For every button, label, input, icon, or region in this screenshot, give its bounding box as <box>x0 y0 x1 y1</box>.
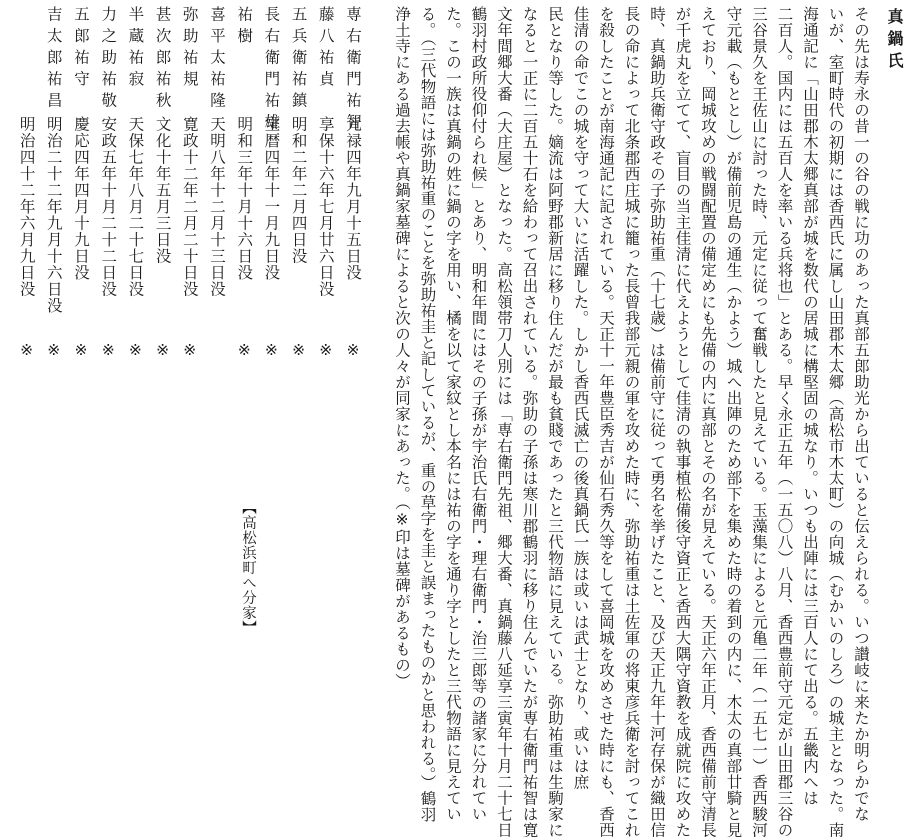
paragraph-line: 二百人。国内には五百人を率いる兵将也」とある。早く永正五年（一五〇八）八月、香西豊前守元定が山田郡三谷の <box>775 6 794 838</box>
grave-marker: ※ <box>99 341 118 359</box>
lineage-entry <box>122 6 148 359</box>
paragraph-line: なると一正に二百五十石を給わって召出されている。弥助の子孫は寒川郡鶴羽に移り住んでいたが専右衛門祐智は寛 <box>520 6 539 838</box>
lineage-name: 藤八祐貞 <box>316 6 335 92</box>
lineage-entry <box>286 6 312 359</box>
paragraph-line: 守元載（もととし）が備前児島の通生（かよう）城へ出陣のため部下を集めた時の着到の内に、木太の真部廿騎と見 <box>724 6 743 838</box>
paragraph-line: 海通記に「山田郡木太郷真部が城を数代の居城に構堅固の城なり。いつも出陣には三百人にて出る。五畿内へは <box>801 6 819 806</box>
paragraph-line: その先は寿永の昔一の谷の戦に功のあった真部五郎助光から出ていると伝えられる。いつ讃岐に来たか明らかでな <box>852 6 870 822</box>
lineage-death-date: 慶応四年四月十九日没 <box>72 116 90 281</box>
paragraph-line: た。この一族は真鍋の姓に鍋の字を用い、橘を以て家紋とし本名には祐の字を通り字としたと三代物語に見えてい <box>444 6 462 822</box>
lineage-entry <box>14 6 40 359</box>
lineage-name: 喜平太祐隆 <box>208 6 226 114</box>
lineage-name: 五郎祐守 <box>72 6 90 92</box>
lineage-entry <box>41 6 67 359</box>
lineage-entry <box>313 6 339 359</box>
branch-note: 【高松浜町へ分家】 <box>240 500 256 635</box>
paragraph-line: 浄土寺にある過去帳や真鍋家墓碑によると次の人々が同家にあった。（※印は墓碑があるもの） <box>393 6 411 689</box>
lineage-entry <box>258 6 284 359</box>
paragraph-line: 民となり等した。嫡流は阿野郡新居に移り住んだが最も貧賤であったと三代物語に見えている。弥助祐重は生駒家に <box>546 6 564 838</box>
page-title: 真鍋氏 <box>885 8 904 74</box>
paragraph-line: 文年間郷大番（大庄屋）となった。高松領帯刀人別には「専右衛門先祖、郷大番、真鍋藤八延享三寅年十月二十七日 <box>495 6 513 838</box>
paragraph-line: 時、真鍋助兵衛守政その子弥助祐重（十七歳）は備前守に従って勇名を挙げたこと、及び天正九年十河存保が織田信 <box>648 6 666 838</box>
paragraph-line: る。（三代物語には弥助祐重のことを弥助祐圭と記しているが、重の草字を圭と誤まったものかと思われる。）鶴羽 <box>418 6 437 823</box>
lineage-death-date: 寛政十二年二月二十日没 <box>180 116 199 298</box>
paragraph-line: 長の命によって北条郡西庄城に籠った長曾我部元親の軍を攻めた時に、弥助祐重は土佐軍の将東彦兵衛を討ってこれ <box>622 6 641 838</box>
lineage-death-date: 享保十六年七月廿六日没 <box>316 116 335 298</box>
grave-marker: ※ <box>126 341 145 359</box>
lineage-death-date: 天保七年八月二十七日没 <box>126 116 145 298</box>
grave-marker: ※ <box>44 341 63 359</box>
lineage-death-date: 明和三年十月十六日没 <box>235 116 254 281</box>
lineage-death-date: 宝暦四年十一月九日没 <box>262 116 281 281</box>
lineage-name: 力之助祐敬 <box>99 6 118 114</box>
lineage-name: 吉太郎祐昌 <box>44 6 63 114</box>
grave-marker: ※ <box>17 341 36 359</box>
lineage-death-date: 天明八年十二月十三日没 <box>208 116 226 298</box>
lineage-name: 祐樹 <box>235 6 254 49</box>
grave-marker: ※ <box>153 341 172 359</box>
lineage-name: 長右衛門祐雄 <box>262 6 281 135</box>
lineage-death-date: 安政五年十月二十二日没 <box>99 116 118 298</box>
paragraph-line: 三谷景久を王佐山に討った時、元定に従って奮戦したと見えている。玉藻集によると元亀二年（一五七一）香西駿河 <box>750 6 768 838</box>
lineage-entry <box>68 6 94 359</box>
lineage-name: 半蔵祐寂 <box>126 6 145 92</box>
lineage-entry <box>150 6 176 359</box>
lineage-death-date: 明治二十二年九月十六日没 <box>44 116 63 314</box>
lineage-entry <box>340 6 366 359</box>
lineage-name: 甚次郎祐秋 <box>153 6 172 114</box>
lineage-entry <box>204 6 230 341</box>
lineage-entry <box>95 6 121 359</box>
lineage-name: 弥助祐規 <box>180 6 199 92</box>
paragraph-line: を殺したことが南海通記に記されている。天正十一年豊臣秀吉が仙石秀久等をして喜岡城を攻めさせた時にも、香西 <box>597 6 615 838</box>
grave-marker: ※ <box>235 341 254 359</box>
lineage-death-date: 元禄四年九月十五日没 <box>344 116 362 281</box>
lineage-death-date: 文化十年五月三日没 <box>153 116 172 265</box>
grave-marker: ※ <box>289 341 308 359</box>
paragraph-line: 佳清の命でこの城を守って大いに活躍した。しかし香西氏滅亡の後真鍋氏一族は或いは武士となり、或いは庶 <box>571 6 590 790</box>
lineage-death-date: 明治四十二年六月九日没 <box>17 116 36 298</box>
grave-marker: ※ <box>72 341 90 359</box>
lineage-entry <box>231 6 257 359</box>
lineage-death-date: 明和二年二月四日没 <box>289 116 308 265</box>
lineage-name: 専右衛門祐智 <box>344 6 362 135</box>
grave-marker: ※ <box>316 341 335 359</box>
paragraph-line: 鶴羽村政所役仰付られ候」とあり、明和年間にはその子孫が宇治氏右衛門・理右衛門・治三郎等の諸家に分れてい <box>469 6 488 822</box>
paragraph-line: いが、室町時代の初期には香西氏に属し山田郡木太郷（高松市木太町）の向城（むかいのしろ）の城主となった。南 <box>826 6 845 838</box>
grave-marker: ※ <box>344 341 362 359</box>
paragraph-line: えており、岡城攻めの戦闘配置の備定めにも先備の内に真部とその名が見えている。天正六年正月、香西備前守清長 <box>699 6 717 838</box>
grave-marker: ※ <box>180 341 199 359</box>
paragraph-line: が千虎丸を立てて、盲目の当主佳清に代えようとして佳清の執事植松備後守資正と香西大隅守資教を成就院に攻めた <box>673 6 692 838</box>
lineage-entry <box>177 6 203 359</box>
grave-marker: ※ <box>262 341 281 359</box>
lineage-name: 五兵衛祐鎮 <box>289 6 308 114</box>
